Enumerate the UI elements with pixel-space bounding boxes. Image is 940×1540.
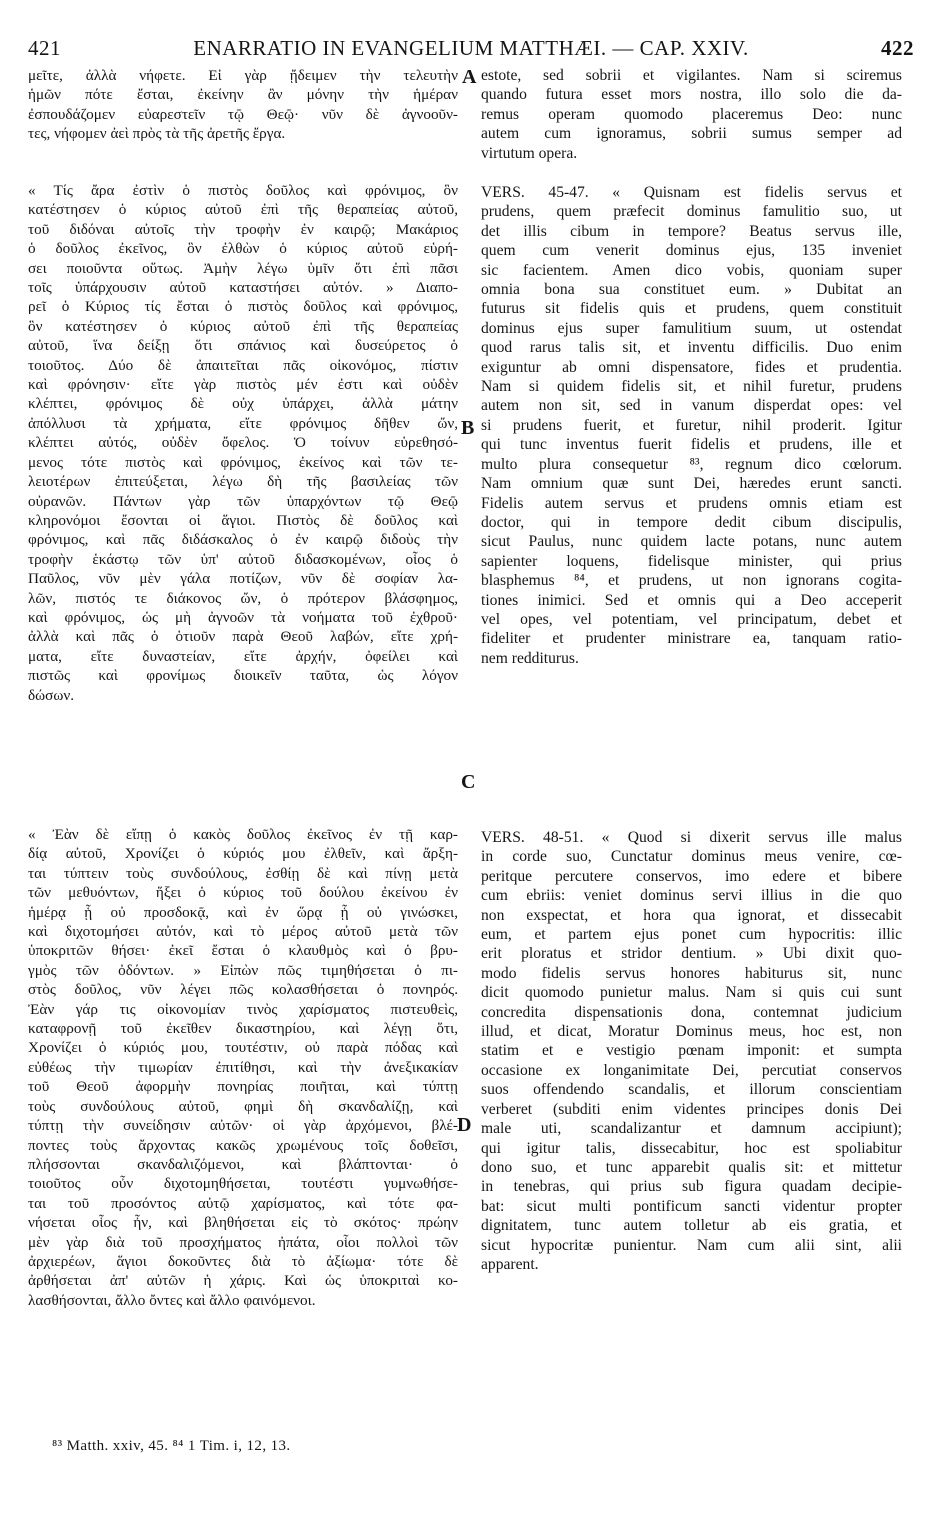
text-line: τοῦ Θεοῦ ἀφορμὴν πονηρίας ποιῆται, καὶ τύπτῃ — [28, 1078, 458, 1096]
text-line: στὸς δοῦλος, νῦν λέγει πῶς κολασθήσεται ὁ πονηρός. — [28, 981, 458, 999]
text-line: det illis cibum in tempore? Beatus servus ille, — [481, 222, 902, 240]
text-line: τοῖς ὑπάρχουσιν αὐτοῦ καταστήσει αὐτόν. » Διαπο- — [28, 279, 458, 297]
text-line: ματα, εἴτε δυναστείαν, εἴτε ἀρχήν, ὀφείλει καὶ — [28, 647, 458, 665]
text-line: μεῖτε, ἀλλὰ νήφετε. Εἰ γὰρ ᾔδειμεν τὴν τελευτὴν — [28, 67, 458, 84]
text-line: τῶν μεθυόντων, ἥξει ὁ κύριος τοῦ δούλου ἐκείνου ἐν — [28, 884, 458, 902]
text-line: καταφρονῇ τοῦ ἐκεῖθεν δικαστηρίου, καὶ λέγῃ ὅτι, — [28, 1020, 458, 1038]
text-line: λασθήσονται, ἄλλο ὄντες καὶ ἄλλο φαινόμενοι. — [28, 1291, 316, 1309]
text-line: « Ἐὰν δὲ εἴπῃ ὁ κακὸς δοῦλος ἐκεῖνος ἐν τῇ καρ- — [28, 826, 458, 843]
text-line: Nam omnium quæ sunt Dei, hæredes erunt sancti. — [481, 475, 902, 493]
text-line: occasione ex longanimitate Dei, percutiat conservos — [481, 1061, 902, 1079]
text-line: ἐσπουδάζομεν εὐαρεστεῖν τῷ Θεῷ· νῦν δὲ ἀγνοοῦν- — [28, 105, 458, 123]
text-line: τροφὴν ἑκάστῳ τῶν ὑπ' αὐτοῦ διδασκομένων, οἷος ὁ — [28, 550, 458, 568]
text-line: sicut Paulus, nunc quidem lacte potans, nunc autem — [481, 533, 902, 551]
latin-paragraph-1 — [481, 66, 902, 163]
page-number-left: 421 — [28, 36, 61, 60]
text-line: Παῦλος, νῦν μὲν γάλα ποτίζων, νῦν δὲ σοφίαν λα- — [28, 570, 458, 588]
text-line: ἀλλὰ καὶ πᾶς ὁ ὁτιοῦν παρὰ Θεοῦ λαβών, εἴτε χρή- — [28, 628, 458, 646]
text-line: ἡμέρᾳ ᾗ οὐ προσδοκᾷ, καὶ ἐν ὥρᾳ ᾗ οὐ γινώσκει, — [28, 903, 458, 921]
greek-paragraph-3 — [28, 825, 458, 1310]
margin-marker-a: A — [462, 66, 477, 88]
text-line: concredita dispensationis dona, contemnat judicium — [481, 1003, 902, 1021]
text-line: γμὸς τῶν ὀδόντων. » Εἰπὼν πῶς τιμηθήσεται ὁ πι- — [28, 961, 458, 979]
text-line: peritque percutere conservos, imo edere et bibere — [481, 867, 902, 885]
text-line: καὶ διχοτομήσει αὐτόν, καὶ τὸ μέρος αὐτοῦ μετὰ τῶν — [28, 923, 458, 941]
text-line: πιστῶς καὶ φρονίμως διοικεῖν ταῦτα, ὡς λόγον — [28, 667, 458, 685]
text-line: ὁ δοῦλος ἐκεῖνος, ὃν ἐλθὼν ὁ κύριος αὐτοῦ εὑρή- — [28, 240, 458, 258]
text-line: sic facientem. Amen dico vobis, quoniam super — [481, 261, 902, 279]
text-line: ται τύπτειν τοὺς συνδούλους, ἐσθίῃ δὲ καὶ πίνῃ μετὰ — [28, 864, 458, 882]
text-line: dicit quomodo punietur malus. Nam si quis cui sunt — [481, 984, 902, 1002]
text-line: bat: sicut multi pontificum sancti videntur propter — [481, 1197, 902, 1215]
running-header — [28, 36, 914, 64]
footnotes: ⁸³ Matth. xxiv, 45. ⁸⁴ 1 Tim. i, 12, 13. — [52, 1438, 291, 1454]
text-line: qui tunc inventus fuerit fidelis et prudens, ille et — [481, 436, 902, 454]
text-line: male uti, scandalizantur et damnum accipiunt); — [481, 1120, 902, 1138]
text-line: ρεῖ ὁ Κύριος τίς ἔσται ὁ πιστὸς δοῦλος καὶ φρόνιμος, — [28, 298, 458, 316]
text-line: autem cum ignoramus, sobrii sumus semper ad — [481, 125, 902, 143]
text-line: apparent. — [481, 1255, 539, 1273]
text-line: τες, νήφομεν ἀεὶ πρὸς τὰ τῆς ἀρετῆς ἔργα. — [28, 125, 286, 143]
text-line: qui igitur talis, dissecabitur, hoc est spoliabitur — [481, 1139, 902, 1157]
text-line: virtutum opera. — [481, 144, 578, 162]
text-line: κλέπτει, φρόνιμος δὲ οὐχ ὑπάρχει, ἀλλὰ μάτην — [28, 395, 458, 413]
text-line: nem redditurus. — [481, 649, 579, 667]
text-line: κατέστησεν ὁ κύριος αὐτοῦ ἐπὶ τῆς θεραπείας αὐτοῦ, — [28, 201, 458, 219]
text-line: quem cum venerit dominus ejus, 135 inveniet — [481, 242, 902, 260]
text-line: τοιοῦτος οὖν διχοτομηθήσεται, τουτέστι γυμνωθήσε- — [28, 1175, 458, 1193]
text-line: σει ποιοῦντα οὕτως. Ἀμὴν λέγω ὑμῖν ὅτι ἐπὶ πᾶσι — [28, 259, 458, 277]
text-line: εὐθέως τὴν τιμωρίαν ἐπιτίθησι, καὶ τὴν ἀνεξικακίαν — [28, 1058, 458, 1076]
text-line: ἀρθήσεται ἀπ' αὐτῶν ἡ χάρις. Καὶ ὡς ὑποκριταὶ κο- — [28, 1272, 458, 1290]
page-number-right: 422 — [881, 36, 914, 60]
text-line: τοὺς συνδούλους αὐτοῦ, φημὶ δὴ σκανδαλίζῃ, καὶ — [28, 1097, 458, 1115]
text-line: VERS. 45-47. « Quisnam est fidelis servus et — [481, 184, 902, 201]
margin-marker-b: B — [461, 417, 475, 439]
text-line: ὑποκριτῶν θήσει· ἐκεῖ ἔσται ὁ κλαυθμὸς καὶ ὁ βρυ- — [28, 942, 458, 960]
text-line: ἡμῶν πότε ἔσται, ἐκείνην ἂν μόνην τὴν ἡμέραν — [28, 86, 458, 104]
text-line: Fidelis autem servus et prudens omnis etiam est — [481, 494, 902, 512]
text-line: exiguntur ab omni dispensatore, fides et prudentia. — [481, 358, 902, 376]
text-line: « Τίς ἄρα ἐστὶν ὁ πιστὸς δοῦλος καὶ φρόνιμος, ὃν — [28, 182, 458, 199]
text-line: quod rarus talis sit, et inventu difficilis. Duo enim — [481, 339, 902, 357]
text-line: verberet (subditi enim videntes principes donis Dei — [481, 1100, 902, 1118]
text-line: remus operam quomodo placeremus Deo: nunc — [481, 105, 902, 123]
running-title: ENARRATIO IN EVANGELIUM MATTHÆI. — CAP. XXIV. — [193, 36, 749, 60]
text-line: multo plura consequetur ⁸³, regnum dico cœlorum. — [481, 455, 902, 473]
text-line: λειοτέρων ἐπιτεύξεται, λέγω δὴ τῆς βασιλείας τῶν — [28, 473, 458, 491]
text-line: Χρονίζει ὁ κύριός μου, τουτέστιν, οὐ παρὰ πόδας καὶ — [28, 1039, 458, 1057]
text-line: κληρονόμοι ἔσονται οἱ ἅγιοι. Πιστὸς δὲ δοῦλος καὶ — [28, 511, 458, 529]
text-line: καὶ φρόνησιν· εἴτε γὰρ πιστὸς μέν ἐστι καὶ οὐδὲν — [28, 376, 458, 394]
text-line: illud, et dicat, Moratur Dominus meus, hoc est, non — [481, 1023, 902, 1041]
text-line: sapienter loquens, fidelisque minister, qui prius — [481, 552, 902, 570]
text-line: statim et e vestigio pœnam imponit: et sumpta — [481, 1042, 902, 1060]
latin-paragraph-2 — [481, 183, 902, 668]
text-line: ἀπόλλυσι τὰ χρήματα, εἴτε φρόνιμος δῆθεν ὤν, — [28, 414, 458, 432]
text-line: autem non sit, sed in vanum disperdat opes: vel — [481, 397, 902, 415]
margin-marker-d: D — [457, 1114, 472, 1136]
text-line: modo fidelis servus honores habiturus sit, nunc — [481, 964, 902, 982]
text-line: ποντες τοὺς ἄρχοντας κακῶς χρωμένους τοῖς δοθεῖσι, — [28, 1136, 458, 1154]
text-line: non exspectat, et hora qua ignorat, et dissecabit — [481, 906, 902, 924]
text-line: δίᾳ αὐτοῦ, Χρονίζει ὁ κύριός μου ἐλθεῖν, καὶ ἄρξη- — [28, 845, 458, 863]
text-line: νήσεται οἷος ἦν, καὶ βληθήσεται εἰς τὸ σκότος· πρώην — [28, 1214, 458, 1232]
text-line: οὐρανῶν. Πάντων γὰρ τῶν ὑπαρχόντων τῷ Θεῷ — [28, 492, 458, 510]
text-line: ὃν κατέστησεν ὁ κύριος αὐτοῦ ἐπὶ τῆς θεραπείας — [28, 317, 458, 335]
text-line: doctor, qui in tempore dedit cibum discipulis, — [481, 513, 902, 531]
text-line: si prudens fuerit, et furetur, nihil proderit. Igitur — [481, 416, 902, 434]
text-line: Ἐὰν γάρ τις οἰκονομίαν τινὸς χαρίσματος πιστευθεὶς, — [28, 1000, 458, 1018]
text-line: κλέπτει αὐτός, οὐδὲν ὄφελος. Ὁ τοίνυν εὑρεθησό- — [28, 434, 458, 452]
text-line: ται τοῦ προσόντος αὐτῷ χαρίσματος, καὶ τότε φα- — [28, 1194, 458, 1212]
text-line: tiones inimici. Sed et omnis qui a Deo acceperit — [481, 591, 902, 609]
text-line: prudens, quem præfecit dominus famulitio suo, ut — [481, 203, 902, 221]
text-line: eum, et partem ejus ponet cum hypocritis: illic — [481, 926, 902, 944]
text-line: dominus ejus super famulitium suum, ut ostendat — [481, 319, 902, 337]
text-line: φρόνιμος, καὶ πᾶς διδάσκαλος ὁ ἐν καιρῷ διδοὺς τὴν — [28, 531, 458, 549]
text-line: cum ebriis: veniet dominus servi illius in die quo — [481, 887, 902, 905]
text-line: μὲν γὰρ διὰ τοῦ προσχήματος ἠπάτα, οἷοι πολλοὶ τῶν — [28, 1233, 458, 1251]
text-line: καὶ φρόνιμος, ὡς μὴ ἀγνοῶν τὰ νοήματα τοῦ ἐχθροῦ· — [28, 608, 458, 626]
text-line: τύπτῃ τὴν συνείδησιν αὐτῶν· οἱ γὰρ ἀρχόμενοι, βλέ- — [28, 1117, 458, 1135]
text-line: dono suo, et tunc apparebit qualis sit: et mittetur — [481, 1158, 902, 1176]
text-line: τοῦ διδόναι αὐτοῖς τὴν τροφὴν ἐν καιρῷ; Μακάριος — [28, 220, 458, 238]
text-line: omnia bona sua constituet eum. » Dubitat an — [481, 281, 902, 299]
text-line: ἀρχιερέων, ἅγιοι δοκοῦντες διὰ τὸ ἀξίωμα· τότε δὲ — [28, 1252, 458, 1270]
text-line: αὐτοῦ, ἵνα δείξῃ ὅτι σπάνιος καὶ δυσεύρετος ὁ — [28, 337, 458, 355]
margin-marker-c: C — [461, 771, 476, 793]
text-line: VERS. 48-51. « Quod si dixerit servus ille malus — [481, 829, 902, 846]
text-line: πλήσσονται σκανδαλιζόμενοι, καὶ βλάπτονται· ὁ — [28, 1155, 458, 1173]
text-line: dignitatem, tunc autem tolletur ab eis gratia, et — [481, 1217, 902, 1235]
text-line: Nam si quidem fidelis sit, et nihil furetur, prudens — [481, 378, 902, 396]
text-line: vel opes, vel potentiam, vel principatum, debet et — [481, 610, 902, 628]
greek-paragraph-1 — [28, 66, 458, 144]
text-line: in corde suo, Cunctatur dominus meus venire, cœ- — [481, 848, 902, 866]
greek-paragraph-2 — [28, 181, 458, 705]
text-line: μενος τότε πιστὸς καὶ φρόνιμος, ἐκείνος καὶ τῶν τε- — [28, 453, 458, 471]
text-line: fideliter et prudenter ministrare ea, tanquam ratio- — [481, 630, 902, 648]
text-line: blasphemus ⁸⁴, et prudens, ut non ignorans cogita- — [481, 572, 902, 590]
text-line: suos offendendo scandalis, et illorum conscientiam — [481, 1081, 902, 1099]
text-line: τοιοῦτος. Δύο δὲ ἀπαιτεῖται πᾶς οἰκονόμος, πίστιν — [28, 356, 458, 374]
text-line: erit ploratus et stridor dentium. » Ubi dixit quo- — [481, 945, 902, 963]
text-line: quando futura esset mors nostra, illo solo die da- — [481, 86, 902, 104]
text-line: sicut hypocritæ punientur. Nam cum alii sint, alii — [481, 1236, 902, 1254]
text-line: δώσων. — [28, 686, 75, 704]
text-line: λῶν, πιστός τε διάκονος ὤν, ὁ πρότερον βλάσφημος, — [28, 589, 458, 607]
text-line: estote, sed sobrii et vigilantes. Nam si sciremus — [481, 67, 902, 84]
text-line: futurus sit fidelis quis et prudens, quem constituit — [481, 300, 902, 318]
text-line: in tenebras, qui prius sub figura quadam decipie- — [481, 1178, 902, 1196]
latin-paragraph-3 — [481, 828, 902, 1274]
